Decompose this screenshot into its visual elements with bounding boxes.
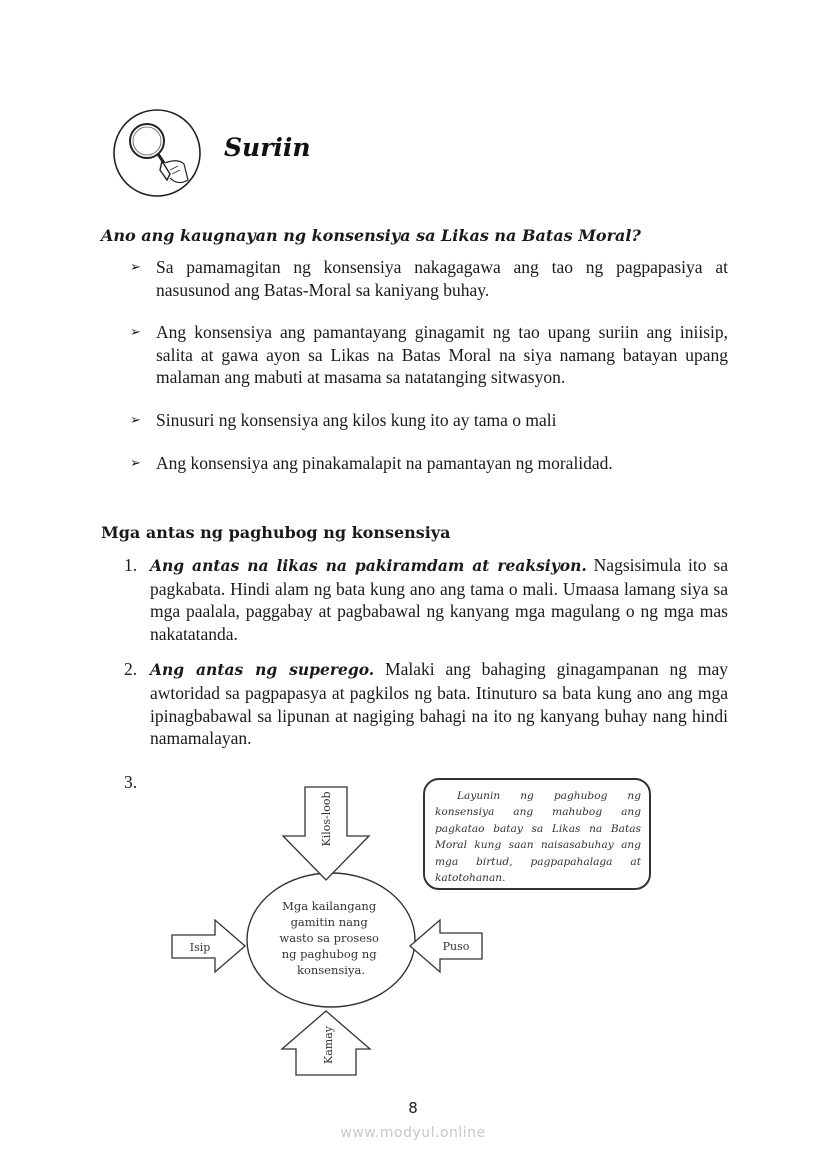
bullet-item: ➢ Ang konsensiya ang pamantayang ginagamit ng tao upang suriin ang iniisip, salita at gawa ayon sa Likas na Batas Moral na siya namang batayan upang malaman ang mabuti at masama sa natatanging sitwasyon.	[130, 322, 728, 388]
bullet-list	[130, 256, 728, 494]
question-heading: Ano ang kaugnayan ng konsensiya sa Likas na Batas Moral?	[101, 226, 641, 245]
section-title: Suriin	[224, 133, 311, 162]
bullet-item: ➢ Sa pamamagitan ng konsensiya nakagagawa ang tao ng pagpapasiya at nasusunod ang Batas-Moral sa kaniyang buhay.	[130, 257, 728, 300]
bullet-item: ➢ Ang konsensiya ang pinakamalapit na pamantayan ng moralidad.	[130, 452, 613, 473]
stage-item	[124, 554, 728, 645]
stages-list	[124, 554, 728, 763]
center-text-line: gamitin nang	[290, 915, 368, 929]
arrowhead-bullet-icon: ➢	[130, 324, 141, 340]
stage-text: Nagsisimula ito sa pagkabata. Hindi alam ng bata kung ano ang tama o mali. Umaasa lamang siya sa mga paalala, paggabay at pagbabawal ng kanyang mga magulang o ng mga mas nakatatanda.	[150, 555, 728, 644]
center-text-line: Mga kailangang	[282, 899, 377, 913]
arrowhead-bullet-icon: ➢	[130, 259, 141, 274]
watermark: www.modyul.online	[340, 1125, 486, 1141]
stage-number: 3.	[124, 772, 138, 792]
stages-heading: Mga antas ng paghubog ng konsensiya	[101, 523, 451, 542]
stage-title: Ang antas na likas na pakiramdam at reaksiyon.	[150, 556, 587, 575]
stage-number: 1.	[124, 555, 138, 575]
stage-title: Ang antas ng superego.	[150, 660, 375, 680]
bullet-item: ➢ Sinusuri ng konsensiya ang kilos kung ito ay tama o mali	[130, 409, 557, 430]
center-text-line: wasto sa proseso	[279, 931, 379, 945]
goal-callout-box: Layunin ng paghubog ng konsensiya ang mahubog ang pagkatao batay sa Likas na Batas Moral kung saan naisasabuhay ang mga birtud, pagpapahalaga at katotohanan.	[423, 778, 651, 890]
magnifying-glass-icon	[112, 108, 202, 198]
stage-item	[124, 658, 728, 749]
arrowhead-bullet-icon: ➢	[130, 454, 141, 470]
stage-number: 2.	[124, 659, 138, 680]
arrowhead-bullet-icon: ➢	[130, 411, 141, 427]
arrow-label-bottom: Kamay	[322, 1026, 335, 1064]
arrow-label-top: Kilos-loob	[320, 791, 333, 847]
arrow-label-right: Puso	[442, 940, 470, 953]
center-text-line: ng paghubog ng	[281, 947, 377, 961]
center-text-line: konsensiya.	[296, 963, 366, 977]
arrow-label-left: Isip	[189, 941, 211, 954]
page-number: 8	[408, 1099, 418, 1117]
stage-text: Malaki ang bahaging ginagampanan ng may awtoridad sa pagpapasya at pagkilos ng bata. Itinuturo sa bata kung ano ang mga ipinagbabawal sa lipunan at nagiging bahagi na ito ng kanyang buhay nang hindi namamalayan.	[150, 659, 729, 749]
